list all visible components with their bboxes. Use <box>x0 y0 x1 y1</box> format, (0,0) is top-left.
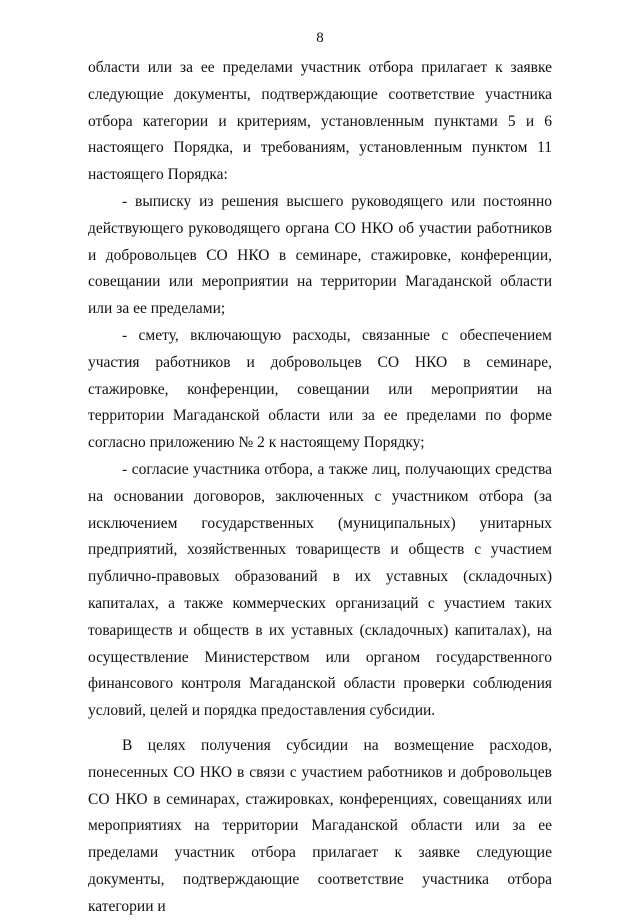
paragraph-continuation: области или за ее пределами участник отбора прилагает к заявке следующие документы, подтверждающие соответствие участника отбора категории и критериям, установленным пунктами 5 и 6 настоящего Порядка, и требованиям, установленным пунктом 11 настоящего Порядка: <box>88 59 552 184</box>
paragraph-list-item-extract: - выписку из решения высшего руководящего или постоянно действующего руководящего органа СО НКО об участии работников и добровольцев СО НКО в семинаре, стажировке, конференции, совещании или мероприятии на территории Магаданской области или за ее пределами; <box>88 192 552 318</box>
body-text <box>88 55 552 921</box>
paragraph-list-item-consent: - согласие участника отбора, а также лиц, получающих средства на основании договоров, заключенных с участником отбора (за исключением государственных (муниципальных) унитарных предприятий, хозяйственных товариществ и обществ с участием публично-правовых образований в их уставных (складочных) капиталах, а также коммерческих организаций с участием таких товариществ и обществ в их уставных (складочных) капиталах), на осуществление Министерством или органом государственного финансового контроля Магаданской области проверки соблюдения условий, целей и порядка предоставления субсидии. <box>88 460 552 720</box>
page-number: 8 <box>316 30 324 46</box>
paragraph-reimbursement: В целях получения субсидии на возмещение расходов, понесенных СО НКО в связи с участием работников и добровольцев СО НКО в семинарах, стажировках, конференциях, совещаниях или мероприятиях на территории Магаданской области или за ее пределами участник отбора прилагает к заявке следующие документы, подтверждающие соответствие участника отбора категории и <box>88 736 552 915</box>
paragraph-list-item-estimate: - смету, включающую расходы, связанные с обеспечением участия работников и добровольцев СО НКО в семинаре, стажировке, конференции, совещании или мероприятии на территории Магаданской области или за ее пределами по форме согласно приложению № 2 к настоящему Порядку; <box>88 326 552 452</box>
